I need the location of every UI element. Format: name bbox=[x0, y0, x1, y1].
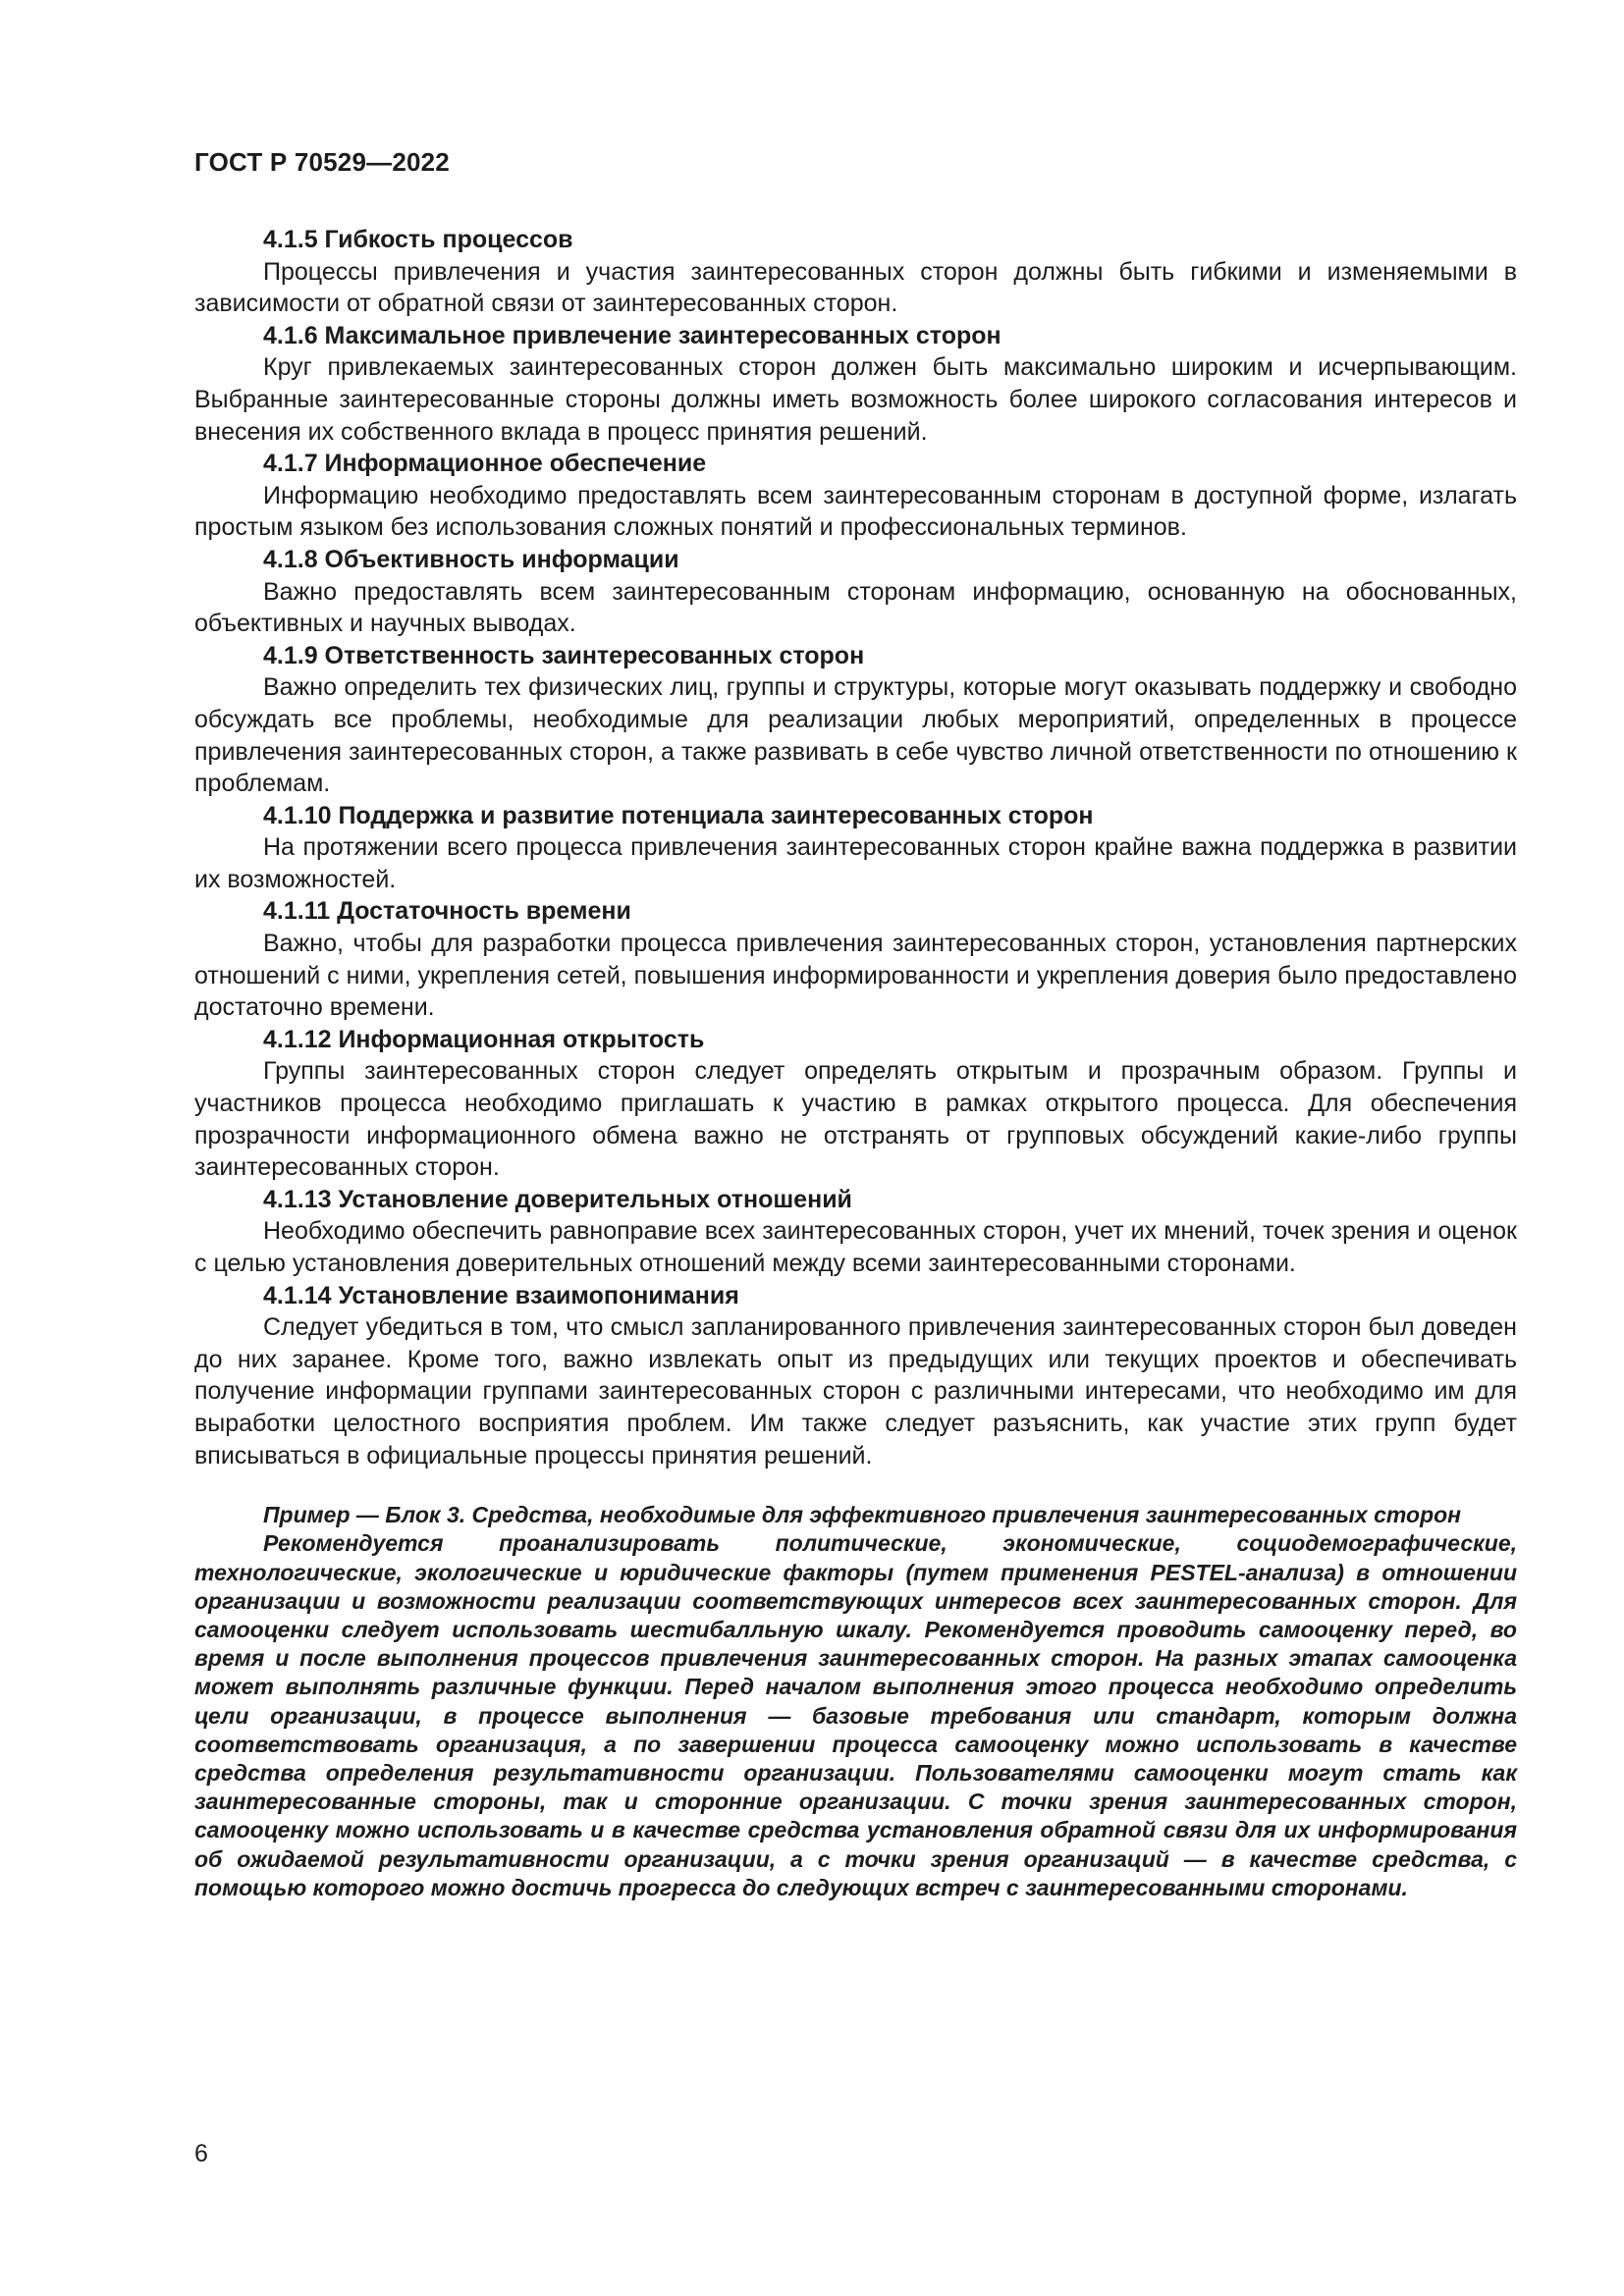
section-heading-4-1-5: 4.1.5 Гибкость процессов bbox=[263, 226, 573, 253]
section-text-4-1-14: Следует убедиться в том, что смысл запланированного привлечения заинтересованных сторон был доведен до них заранее. Кроме того, важно извлекать опыт из предыдущих или текущих проектов и обеспечивать получение информации группами заинтересованных сторон с различными интересами, что необходимо им для выработки целостного восприятия проблем. Им также следует разъяснить, как участие этих групп будет вписываться в официальные процессы принятия решений. bbox=[194, 1313, 1517, 1469]
section-heading-4-1-6: 4.1.6 Максимальное привлечение заинтересованных сторон bbox=[263, 321, 1001, 349]
example-title: Пример — Блок 3. Средства, необходимые для эффективного привлечения заинтересованных сторон bbox=[263, 1502, 1462, 1528]
section-heading-4-1-11: 4.1.11 Достаточность времени bbox=[263, 897, 631, 926]
section-heading-4-1-14: 4.1.14 Установление взаимопонимания bbox=[263, 1281, 739, 1309]
section-heading-4-1-10: 4.1.10 Поддержка и развитие потенциала заинтересованных сторон bbox=[263, 801, 1094, 829]
document-header: ГОСТ Р 70529—2022 bbox=[194, 147, 450, 177]
section-text-4-1-9: Важно определить тех физических лиц, группы и структуры, которые могут оказывать поддержку и свободно обсуждать все проблемы, необходимые для реализации любых мероприятий, определенных в процессе привлечения заинтересованных сторон, а также развивать в себе чувство личной ответственности по отношению к проблемам. bbox=[194, 673, 1517, 798]
section-text-4-1-12: Группы заинтересованных сторон следует определять открытым и прозрачным образом. Группы и участников процесса необходимо приглашать к участию в рамках открытого процесса. Для обеспечения прозрачности информационного обмена важно не отстранять от групповых обсуждений какие-либо группы заинтересованных сторон. bbox=[194, 1057, 1517, 1182]
document-body bbox=[194, 224, 1517, 1902]
section-heading-4-1-9: 4.1.9 Ответственность заинтересованных сторон bbox=[263, 641, 865, 669]
section-heading-4-1-12: 4.1.12 Информационная открытость bbox=[263, 1025, 705, 1053]
section-text-4-1-8: Важно предоставлять всем заинтересованным сторонам информацию, основанную на обоснованных, объективных и научных выводах. bbox=[194, 577, 1517, 638]
example-text: Рекомендуется проанализировать политические, экономические, социодемографические, технологические, экологические и юридические факторы (путем применения PESTEL-анализа) в отношении организации и возможности реализации соответствующих интересов всех заинтересованных сторон. Для самооценки следует использовать шестибалльную шкалу. Рекомендуется проводить самооценку перед, во время и после выполнения процессов привлечения заинтересованных сторон. На разных этапах самооценка может выполнять различные функции. Перед началом выполнения этого процесса необходимо определить цели организации, в процессе выполнения — базовые требования или стандарт, которым должна соответствовать организация, а по завершении процесса самооценку можно использовать в качестве средства определения результативности организации. Пользователями самооценки могут стать как заинтересованные стороны, так и сторонние организации. С точки зрения заинтересованных сторон, самооценку можно использовать и в качестве средства установления обратной связи для их информирования об ожидаемой результативности организации, а с точки зрения организаций — в качестве средства, с помощью которого можно достичь прогресса до следующих встреч с заинтересованными сторонами. bbox=[194, 1530, 1517, 1900]
section-text-4-1-13: Необходимо обеспечить равноправие всех заинтересованных сторон, учет их мнений, точек зрения и оценок с целью установления доверительных отношений между всеми заинтересованными сторонами. bbox=[194, 1217, 1517, 1277]
section-text-4-1-7: Информацию необходимо предоставлять всем заинтересованным сторонам в доступной форме, излагать простым языком без использования сложных понятий и профессиональных терминов. bbox=[194, 481, 1517, 542]
section-text-4-1-5: Процессы привлечения и участия заинтересованных сторон должны быть гибкими и изменяемыми в зависимости от обратной связи от заинтересованных сторон. bbox=[194, 257, 1517, 318]
page-number: 6 bbox=[194, 2140, 208, 2167]
section-text-4-1-10: На протяжении всего процесса привлечения заинтересованных сторон крайне важна поддержка в развитии их возможностей. bbox=[194, 833, 1517, 893]
section-text-4-1-6: Круг привлекаемых заинтересованных сторон должен быть максимально широким и исчерпывающим. Выбранные заинтересованные стороны должны иметь возможность более широкого согласования интересов и внесения их собственного вклада в процесс принятия решений. bbox=[194, 353, 1517, 446]
example-block bbox=[194, 1501, 1517, 1902]
section-heading-4-1-13: 4.1.13 Установление доверительных отношений bbox=[263, 1185, 852, 1213]
section-heading-4-1-8: 4.1.8 Объективность информации bbox=[263, 545, 679, 573]
section-heading-4-1-7: 4.1.7 Информационное обеспечение bbox=[263, 450, 707, 478]
section-text-4-1-11: Важно, чтобы для разработки процесса привлечения заинтересованных сторон, установления партнерских отношений с ними, укрепления сетей, повышения информированности и укрепления доверия было предоставлено достаточно времени. bbox=[194, 930, 1517, 1022]
